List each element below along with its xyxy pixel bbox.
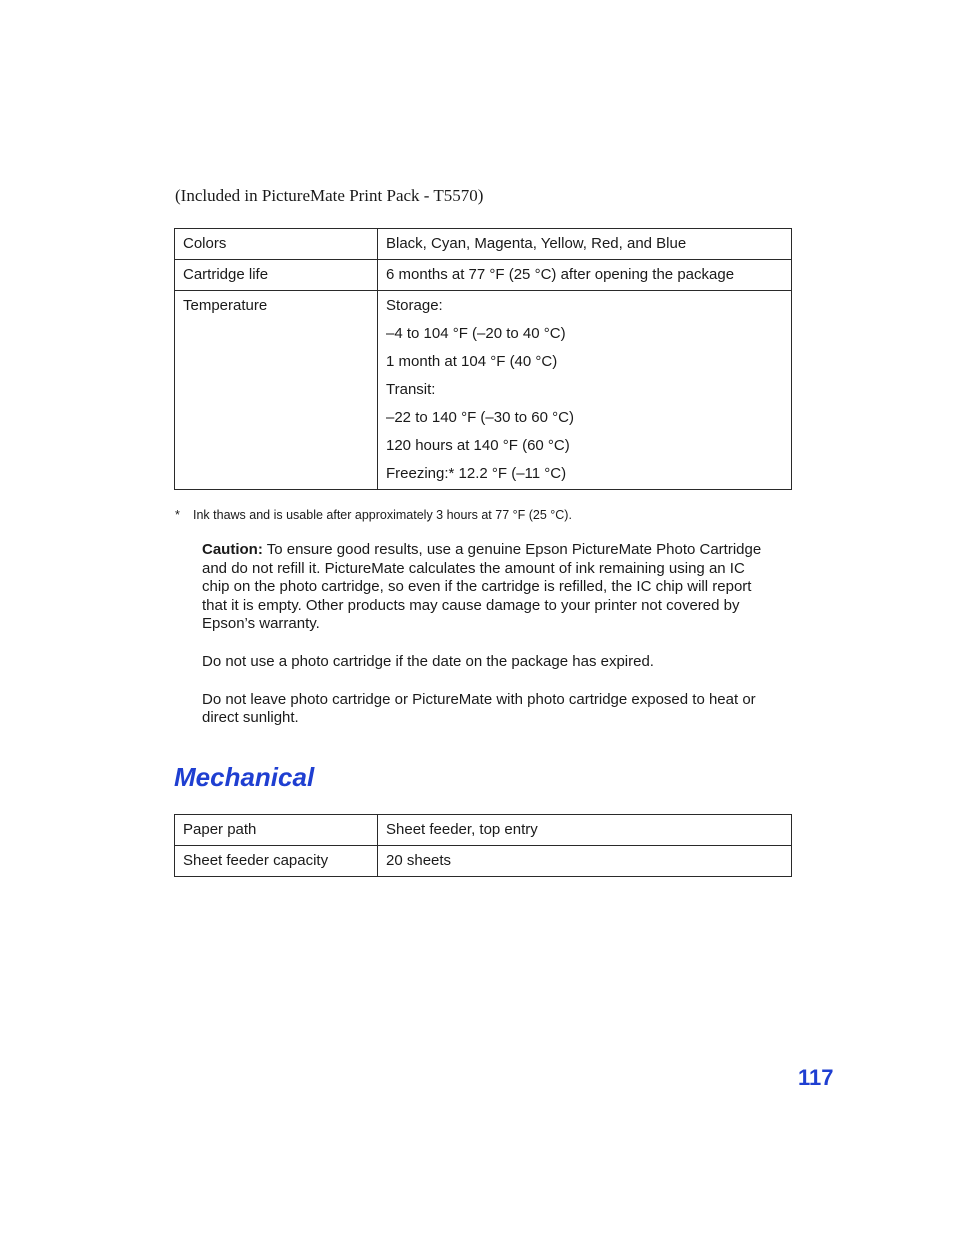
table-row (175, 229, 792, 260)
footnote-marker: * (175, 508, 180, 522)
row-label-cartridge-life: Cartridge life (175, 260, 378, 291)
table-row (175, 846, 792, 877)
caution-paragraph-expired: Do not use a photo cartridge if the date on the package has expired. (202, 652, 654, 670)
footnote (175, 508, 572, 522)
caution-note (202, 541, 767, 747)
temperature-line: 120 hours at 140 °F (60 °C) (386, 437, 570, 454)
row-label-colors: Colors (175, 229, 378, 260)
temperature-line: –22 to 140 °F (–30 to 60 °C) (386, 409, 574, 426)
table-row (175, 291, 792, 490)
caution-text: To ensure good results, use a genuine Epson PictureMate Photo Cartridge and do not refill it. PictureMate calculates the amount of ink remaining using an IC chip on the photo cartridge, so even if the cartridge is refilled, the IC chip will report that it is empty. Other products may cause damage to your printer not covered by Epson’s warranty. (202, 541, 762, 633)
footnote-text: Ink thaws and is usable after approximately 3 hours at 77 °F (25 °C). (193, 508, 572, 522)
caution-label: Caution: (202, 541, 263, 558)
temperature-line: Transit: (386, 381, 436, 398)
row-value-colors: Black, Cyan, Magenta, Yellow, Red, and Blue (378, 229, 792, 260)
section-heading-mechanical: Mechanical (174, 762, 315, 792)
temperature-line: Freezing:* 12.2 °F (–11 °C) (386, 465, 567, 482)
row-value-sheet-feeder-capacity: 20 sheets (378, 846, 792, 877)
row-label-sheet-feeder-capacity: Sheet feeder capacity (175, 846, 378, 877)
mechanical-spec-table (174, 814, 792, 877)
temperature-line: 1 month at 104 °F (40 °C) (386, 353, 558, 370)
section-subtitle: (Included in PictureMate Print Pack - T5570) (175, 186, 484, 205)
temperature-line: Storage: (386, 297, 443, 314)
row-value-paper-path: Sheet feeder, top entry (378, 815, 792, 846)
table-row (175, 815, 792, 846)
row-label-paper-path: Paper path (175, 815, 378, 846)
caution-paragraph (202, 541, 767, 634)
row-value-cartridge-life: 6 months at 77 °F (25 °C) after opening the package (378, 260, 792, 291)
table-row (175, 260, 792, 291)
caution-paragraph-heat: Do not leave photo cartridge or PictureMate with photo cartridge exposed to heat or direct sunlight. (202, 690, 756, 727)
row-label-temperature: Temperature (175, 291, 378, 490)
temperature-line: –4 to 104 °F (–20 to 40 °C) (386, 325, 566, 342)
ink-spec-table (174, 228, 792, 490)
page-number: 117 (798, 1065, 834, 1090)
row-value-temperature (378, 291, 792, 490)
